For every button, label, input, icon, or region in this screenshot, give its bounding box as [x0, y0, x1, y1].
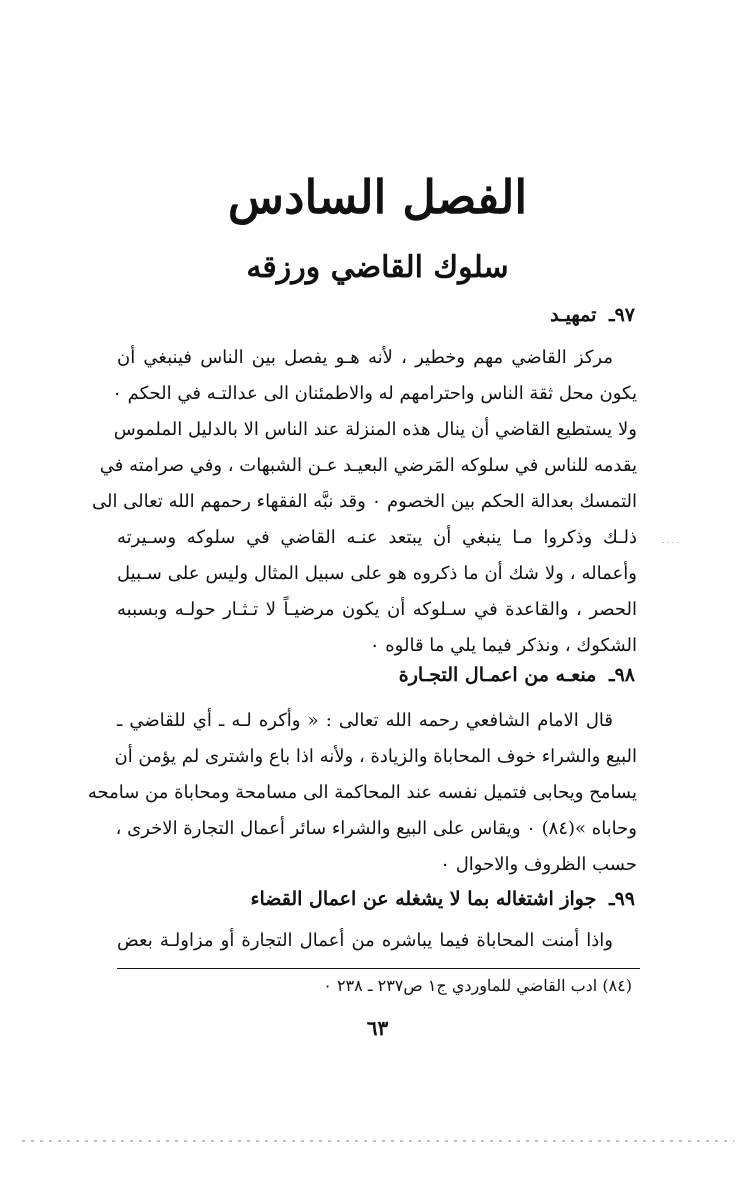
section-98-heading	[115, 664, 635, 686]
text-line: يكون محل ثقة الناس واحترامهم له والاطمئنان الى عدالتـه في الحكم ٠	[112, 383, 637, 404]
text-line: الحصر ، والقاعدة في سـلوكه أن يكون مرضيـاً لا تـثـار حولـه وبسببه	[117, 599, 637, 620]
text-line: واذا أمنت المحاباة فيما يباشره من أعمال التجارة أو مزاولـة بعض	[117, 930, 614, 951]
section-number: ٩٧ـ	[609, 304, 635, 326]
section-number: ٩٩ـ	[609, 888, 635, 910]
text-line: التمسك بعدالة الحكم بين الخصوم ٠ وقد نبَّه الفقهاء رحمهم الله تعالى الى	[91, 491, 637, 512]
text-line: ذلـك وذكروا مـا ينبغي أن يبتعد عنـه القاضي في سلوكه وسـيرته	[117, 527, 637, 548]
page-number: ٦٣	[366, 1016, 389, 1040]
section-99-heading	[115, 888, 635, 910]
section-title: تمهيـد	[550, 304, 597, 326]
section-title: جواز اشتغاله بما لا يشغله عن اعمال القضاء	[250, 888, 597, 910]
text-line: وأعماله ، ولا شك أن ما ذكروه هو على سبيل المثال وليس على سـبيل	[117, 563, 637, 584]
text-line: البيع والشراء خوف المحاباة والزيادة ، ولأنه اذا باع واشترى لم يؤمن أن	[114, 746, 637, 767]
section-title: منعـه من اعمـال التجـارة	[398, 664, 597, 686]
chapter-title: الفصل السادس	[227, 170, 528, 224]
text-line: الشكوك ، ونذكر فيما يلي ما قالوه ٠	[369, 635, 637, 656]
footnote-divider	[117, 968, 640, 969]
text-line: يقدمه للناس في سلوكه المَرضي البعيـد عـن الشبهات ، وفي صرامته في	[99, 455, 637, 476]
footnote: (٨٤) ادب القاضي للماوردي ج١ ص٢٣٧ ـ ٢٣٨ ٠	[323, 976, 632, 995]
text-line: حسب الظروف والاحوال ٠	[440, 854, 637, 875]
text-line: مركز القاضي مهم وخطير ، لأنه هـو يفصل بين الناس فينبغي أن	[117, 347, 613, 368]
section-number: ٩٨ـ	[609, 664, 635, 686]
section-99-body	[117, 922, 637, 960]
section-97-heading	[115, 304, 635, 326]
text-line: يسامح ويحابى فتميل نفسه عند المحاكمة الى مسامحة ومحاباة من سامحه	[87, 782, 637, 803]
scan-margin-mark	[662, 542, 682, 543]
text-line: وحاباه »(٨٤) ٠ ويقاس على البيع والشراء سائر أعمال التجارة الاخرى ،	[115, 818, 637, 839]
chapter-subtitle: سلوك القاضي ورزقه	[246, 250, 509, 285]
text-line: ولا يستطيع القاضي أن ينال هذه المنزلة عند الناس الا بالدليل الملموس	[113, 419, 637, 440]
section-97-body	[91, 340, 637, 664]
scan-edge-speckles	[22, 1140, 734, 1142]
section-98-body	[87, 703, 637, 883]
text-line: قال الامام الشافعي رحمه الله تعالى : « وأكره لـه ـ أي للقاضي ـ	[117, 710, 613, 731]
